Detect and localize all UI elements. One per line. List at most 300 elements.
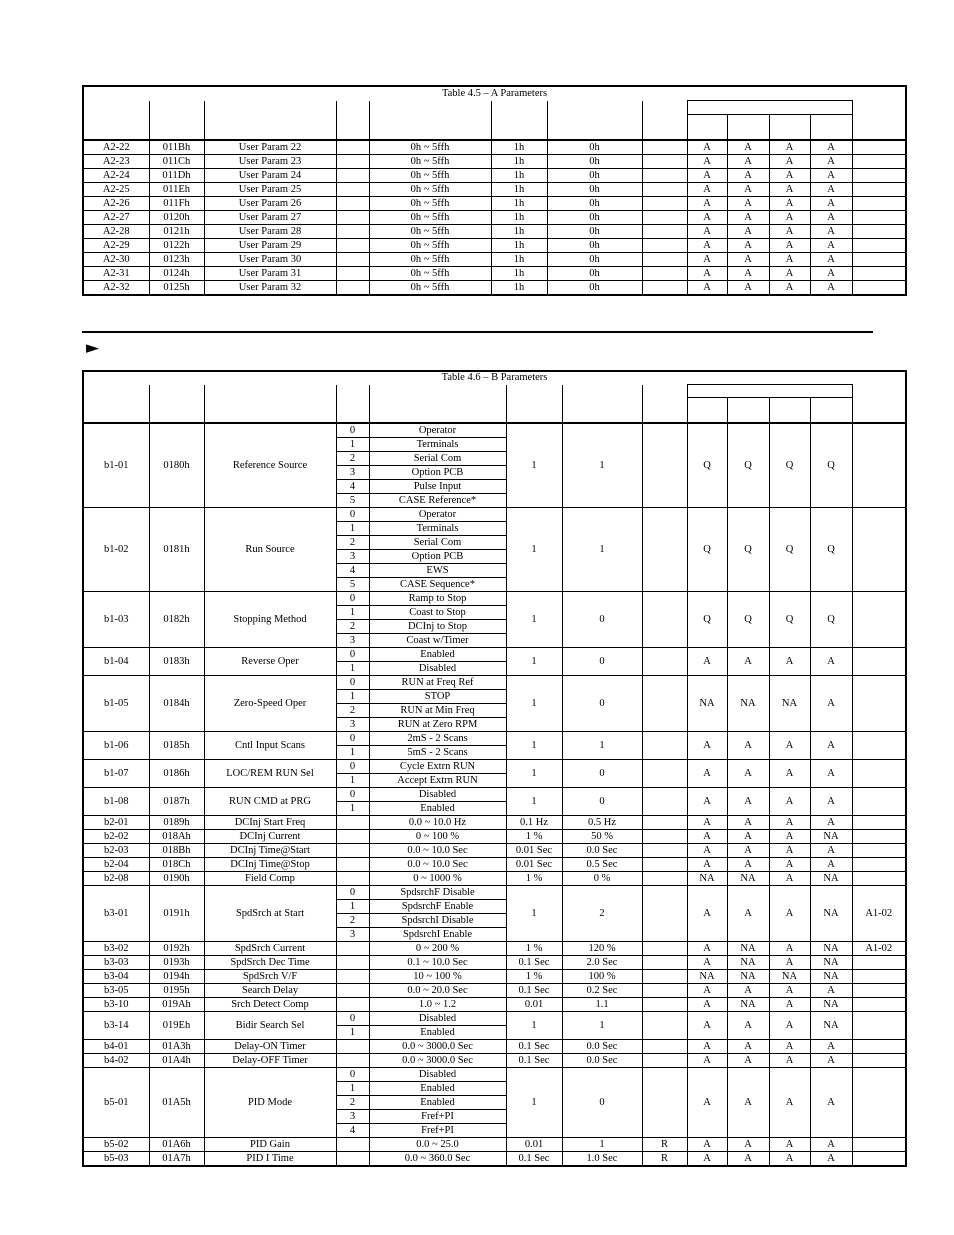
param-addr: 01A6h <box>149 1138 204 1152</box>
param-m2: NA <box>727 998 769 1012</box>
param-ref <box>852 1152 906 1167</box>
table-cell: A <box>769 211 810 225</box>
option-label: Enabled <box>369 1026 506 1040</box>
table-row <box>83 267 906 281</box>
param-m2: A <box>727 788 769 816</box>
table-cell: User Param 29 <box>204 239 336 253</box>
param-param: b1-02 <box>83 508 149 592</box>
option-code: 1 <box>336 522 369 536</box>
table-cell: 0h <box>547 267 642 281</box>
param-m4: A <box>810 1138 852 1152</box>
param-ref <box>852 592 906 648</box>
param-m1: A <box>687 1152 727 1167</box>
param-m1: A <box>687 1068 727 1138</box>
param-ch <box>642 1012 687 1040</box>
param-default: 0.2 Sec <box>562 984 642 998</box>
table-cell: 1h <box>491 183 547 197</box>
table-cell <box>642 239 687 253</box>
option-code: 0 <box>336 423 369 438</box>
option-code: 5 <box>336 578 369 592</box>
table-cell: A <box>687 239 727 253</box>
option-code <box>336 998 369 1012</box>
table-cell <box>852 281 906 296</box>
table-row <box>83 253 906 267</box>
param-m1: A <box>687 956 727 970</box>
table-cell: A2-23 <box>83 155 149 169</box>
param-m4: Q <box>810 508 852 592</box>
param-m3: A <box>769 830 810 844</box>
table-cell: A <box>727 197 769 211</box>
table-cell: A <box>810 267 852 281</box>
table-cell: 0h ~ 5ffh <box>369 183 491 197</box>
param-step: 0.1 Sec <box>506 984 562 998</box>
param-default: 0 <box>562 1068 642 1138</box>
param-step: 0.01 <box>506 1138 562 1152</box>
param-ch <box>642 788 687 816</box>
param-m1: A <box>687 858 727 872</box>
param-step: 0.1 Sec <box>506 1040 562 1054</box>
param-name: Cntl Input Scans <box>204 732 336 760</box>
option-code: 0 <box>336 648 369 662</box>
param-name: LOC/REM RUN Sel <box>204 760 336 788</box>
param-ref <box>852 970 906 984</box>
table-cell <box>852 140 906 155</box>
table-row <box>83 872 906 886</box>
param-ref <box>852 1068 906 1138</box>
option-label: CASE Sequence* <box>369 578 506 592</box>
table-row <box>83 225 906 239</box>
option-label: Serial Com <box>369 536 506 550</box>
table-cell <box>852 267 906 281</box>
table-cell: A2-22 <box>83 140 149 155</box>
table-cell: A <box>727 225 769 239</box>
table-row <box>83 1012 906 1026</box>
option-label: Pulse Input <box>369 480 506 494</box>
option-code: 0 <box>336 732 369 746</box>
param-addr: 018Bh <box>149 844 204 858</box>
option-code: 0 <box>336 592 369 606</box>
param-m3: A <box>769 844 810 858</box>
table-row <box>83 211 906 225</box>
table-cell: 0h <box>547 155 642 169</box>
param-addr: 01A3h <box>149 1040 204 1054</box>
param-m1: Q <box>687 592 727 648</box>
param-ch: R <box>642 1152 687 1167</box>
table-cell: 0h ~ 5ffh <box>369 267 491 281</box>
param-ch <box>642 816 687 830</box>
param-m3: A <box>769 760 810 788</box>
table-cell <box>336 281 369 296</box>
param-m3: A <box>769 1054 810 1068</box>
param-ref <box>852 984 906 998</box>
table-cell <box>642 225 687 239</box>
table-cell: A <box>810 169 852 183</box>
table-cell <box>642 267 687 281</box>
param-default: 1 <box>562 1138 642 1152</box>
table-cell <box>852 183 906 197</box>
param-addr: 0193h <box>149 956 204 970</box>
table-cell: A <box>687 211 727 225</box>
param-m3: A <box>769 998 810 1012</box>
param-param: b1-04 <box>83 648 149 676</box>
option-label: Option PCB <box>369 466 506 480</box>
param-param: b1-03 <box>83 592 149 648</box>
param-default: 0 <box>562 788 642 816</box>
param-step: 1 <box>506 1012 562 1040</box>
param-m3: A <box>769 788 810 816</box>
option-label: Fref+PI <box>369 1124 506 1138</box>
option-code <box>336 956 369 970</box>
table-cell: 0h <box>547 140 642 155</box>
option-label: Disabled <box>369 1012 506 1026</box>
option-label: Enabled <box>369 802 506 816</box>
option-code: 0 <box>336 676 369 690</box>
table-cell: A <box>687 169 727 183</box>
param-m1: A <box>687 648 727 676</box>
table-row <box>83 592 906 606</box>
option-code: 1 <box>336 606 369 620</box>
table-cell: 0h <box>547 239 642 253</box>
option-label: Terminals <box>369 522 506 536</box>
table-row <box>83 239 906 253</box>
table-cell: User Param 24 <box>204 169 336 183</box>
table-cell: A <box>727 140 769 155</box>
param-name: Run Source <box>204 508 336 592</box>
param-m2: NA <box>727 970 769 984</box>
param-range: 0.1 ~ 10.0 Sec <box>369 956 506 970</box>
table-cell: 1h <box>491 211 547 225</box>
param-step: 1 % <box>506 830 562 844</box>
table-cell: 0h ~ 5ffh <box>369 140 491 155</box>
param-name: Delay-ON Timer <box>204 1040 336 1054</box>
table-row <box>83 1054 906 1068</box>
table-cell: A <box>687 197 727 211</box>
param-param: b3-05 <box>83 984 149 998</box>
option-label: Disabled <box>369 1068 506 1082</box>
table-cell: 0120h <box>149 211 204 225</box>
param-default: 0 <box>562 648 642 676</box>
param-m3: A <box>769 1012 810 1040</box>
param-ref <box>852 423 906 508</box>
table-cell: User Param 28 <box>204 225 336 239</box>
param-ch <box>642 648 687 676</box>
param-ref <box>852 732 906 760</box>
param-addr: 0189h <box>149 816 204 830</box>
option-code <box>336 942 369 956</box>
param-ch <box>642 732 687 760</box>
param-param: b3-10 <box>83 998 149 1012</box>
param-default: 1 <box>562 508 642 592</box>
table-cell: A <box>810 225 852 239</box>
param-name: Stopping Method <box>204 592 336 648</box>
table-row <box>83 858 906 872</box>
param-ref <box>852 830 906 844</box>
param-m2: Q <box>727 508 769 592</box>
section-arrow-icon: ► <box>86 338 100 358</box>
table-b-parameters <box>82 370 907 1167</box>
param-m2: A <box>727 1040 769 1054</box>
option-label: 2mS - 2 Scans <box>369 732 506 746</box>
table-cell: 011Dh <box>149 169 204 183</box>
param-m1: A <box>687 984 727 998</box>
option-label: Accept Extrn RUN <box>369 774 506 788</box>
param-m4: NA <box>810 830 852 844</box>
param-addr: 01A5h <box>149 1068 204 1138</box>
param-m1: A <box>687 1054 727 1068</box>
option-code: 1 <box>336 1082 369 1096</box>
param-m4: A <box>810 648 852 676</box>
option-code <box>336 970 369 984</box>
table-cell: A <box>769 281 810 296</box>
param-name: DCInj Time@Stop <box>204 858 336 872</box>
table-cell: A <box>687 140 727 155</box>
param-ref <box>852 872 906 886</box>
table-cell: A <box>810 253 852 267</box>
option-label: STOP <box>369 690 506 704</box>
param-ref <box>852 508 906 592</box>
param-m2: A <box>727 1054 769 1068</box>
param-m3: A <box>769 1138 810 1152</box>
param-param: b5-01 <box>83 1068 149 1138</box>
param-ref <box>852 858 906 872</box>
param-param: b2-01 <box>83 816 149 830</box>
param-m2: A <box>727 1012 769 1040</box>
table-cell: A <box>727 183 769 197</box>
table-cell <box>642 140 687 155</box>
param-default: 0 <box>562 760 642 788</box>
table-cell <box>336 211 369 225</box>
table-cell: User Param 32 <box>204 281 336 296</box>
param-m3: A <box>769 1068 810 1138</box>
param-step: 0.1 Sec <box>506 1054 562 1068</box>
option-label: Disabled <box>369 788 506 802</box>
table-cell: A <box>687 281 727 296</box>
param-name: SpdSrch at Start <box>204 886 336 942</box>
param-ref: A1-02 <box>852 942 906 956</box>
param-m1: A <box>687 816 727 830</box>
table-cell <box>852 253 906 267</box>
table-cell: A <box>687 183 727 197</box>
param-m1: A <box>687 830 727 844</box>
option-label: Enabled <box>369 1096 506 1110</box>
option-code: 3 <box>336 718 369 732</box>
param-m3: A <box>769 872 810 886</box>
table-cell <box>642 197 687 211</box>
table-cell: User Param 25 <box>204 183 336 197</box>
param-step: 1 % <box>506 942 562 956</box>
param-ref <box>852 1054 906 1068</box>
param-m2: Q <box>727 423 769 508</box>
param-m3: NA <box>769 676 810 732</box>
param-name: Search Delay <box>204 984 336 998</box>
table-cell <box>336 253 369 267</box>
table-cell: 0121h <box>149 225 204 239</box>
param-step: 1 <box>506 1068 562 1138</box>
table-cell: A <box>727 211 769 225</box>
param-addr: 0187h <box>149 788 204 816</box>
param-ch <box>642 1040 687 1054</box>
param-default: 1.1 <box>562 998 642 1012</box>
table-cell: 1h <box>491 140 547 155</box>
option-code: 2 <box>336 536 369 550</box>
param-m1: A <box>687 1012 727 1040</box>
param-name: Reverse Oper <box>204 648 336 676</box>
table-a-parameters <box>82 85 907 296</box>
param-param: b2-08 <box>83 872 149 886</box>
option-code: 0 <box>336 788 369 802</box>
table-cell: A <box>769 197 810 211</box>
param-name: Field Comp <box>204 872 336 886</box>
table-cell <box>852 225 906 239</box>
param-addr: 019Eh <box>149 1012 204 1040</box>
param-name: DCInj Current <box>204 830 336 844</box>
option-label: RUN at Freq Ref <box>369 676 506 690</box>
option-code: 4 <box>336 564 369 578</box>
table-cell: 0h <box>547 253 642 267</box>
table-cell: A2-32 <box>83 281 149 296</box>
option-label: Option PCB <box>369 550 506 564</box>
param-m3: Q <box>769 592 810 648</box>
param-addr: 0195h <box>149 984 204 998</box>
option-label: SpdsrchF Disable <box>369 886 506 900</box>
table-cell <box>642 183 687 197</box>
option-code <box>336 1152 369 1167</box>
param-step: 0.1 Sec <box>506 1152 562 1167</box>
table-row <box>83 423 906 438</box>
param-m4: NA <box>810 970 852 984</box>
param-ref <box>852 1012 906 1040</box>
option-label: SpdsrchI Disable <box>369 914 506 928</box>
option-code: 3 <box>336 928 369 942</box>
param-m2: A <box>727 984 769 998</box>
param-m3: A <box>769 732 810 760</box>
option-code <box>336 872 369 886</box>
param-default: 120 % <box>562 942 642 956</box>
table-cell: A <box>810 155 852 169</box>
param-m1: NA <box>687 676 727 732</box>
table-cell <box>852 169 906 183</box>
table-cell: 0h <box>547 225 642 239</box>
param-m3: Q <box>769 423 810 508</box>
option-label: RUN at Zero RPM <box>369 718 506 732</box>
option-label: Serial Com <box>369 452 506 466</box>
table-b-caption: Table 4.6 – B Parameters <box>83 371 906 385</box>
param-ch <box>642 942 687 956</box>
table-cell: A <box>769 225 810 239</box>
table-cell <box>852 211 906 225</box>
param-m2: A <box>727 830 769 844</box>
param-ref <box>852 956 906 970</box>
param-addr: 01A4h <box>149 1054 204 1068</box>
param-addr: 018Ch <box>149 858 204 872</box>
table-row <box>83 844 906 858</box>
param-range: 0.0 ~ 20.0 Sec <box>369 984 506 998</box>
param-name: DCInj Start Freq <box>204 816 336 830</box>
table-cell: 0h <box>547 197 642 211</box>
param-m1: A <box>687 886 727 942</box>
table-cell: A2-27 <box>83 211 149 225</box>
param-m2: A <box>727 816 769 830</box>
param-m4: A <box>810 732 852 760</box>
param-m1: NA <box>687 872 727 886</box>
table-cell: 0125h <box>149 281 204 296</box>
option-code: 1 <box>336 1026 369 1040</box>
table-cell: 0h <box>547 281 642 296</box>
param-default: 0.5 Sec <box>562 858 642 872</box>
param-default: 0.0 Sec <box>562 1054 642 1068</box>
param-m3: A <box>769 942 810 956</box>
param-ch <box>642 830 687 844</box>
param-default: 0.5 Hz <box>562 816 642 830</box>
table-cell: A <box>727 239 769 253</box>
param-m1: A <box>687 788 727 816</box>
option-code: 0 <box>336 1012 369 1026</box>
param-ref <box>852 676 906 732</box>
option-code <box>336 858 369 872</box>
param-m4: Q <box>810 423 852 508</box>
param-m2: NA <box>727 956 769 970</box>
option-code <box>336 1138 369 1152</box>
param-name: DCInj Time@Start <box>204 844 336 858</box>
param-step: 1 <box>506 886 562 942</box>
param-ch <box>642 844 687 858</box>
table-cell: A2-24 <box>83 169 149 183</box>
param-default: 1.0 Sec <box>562 1152 642 1167</box>
param-m4: NA <box>810 998 852 1012</box>
table-cell: 1h <box>491 155 547 169</box>
option-label: Terminals <box>369 438 506 452</box>
table-cell: 1h <box>491 197 547 211</box>
option-code: 2 <box>336 1096 369 1110</box>
option-code: 1 <box>336 900 369 914</box>
table-cell: 1h <box>491 239 547 253</box>
param-ch <box>642 676 687 732</box>
option-code: 4 <box>336 1124 369 1138</box>
table-cell: A <box>769 183 810 197</box>
table-cell: A <box>810 183 852 197</box>
table-cell: 0123h <box>149 253 204 267</box>
option-label: SpdsrchI Enable <box>369 928 506 942</box>
table-cell <box>852 239 906 253</box>
param-default: 0.0 Sec <box>562 844 642 858</box>
option-label: RUN at Min Freq <box>369 704 506 718</box>
table-cell: 1h <box>491 267 547 281</box>
param-range: 10 ~ 100 % <box>369 970 506 984</box>
param-name: Reference Source <box>204 423 336 508</box>
param-m3: A <box>769 984 810 998</box>
table-cell: 0h <box>547 169 642 183</box>
table-cell: 1h <box>491 253 547 267</box>
option-code: 1 <box>336 802 369 816</box>
param-name: Srch Detect Comp <box>204 998 336 1012</box>
table-cell: A <box>687 225 727 239</box>
param-step: 0.01 Sec <box>506 844 562 858</box>
table-row <box>83 970 906 984</box>
table-row <box>83 816 906 830</box>
param-m3: A <box>769 816 810 830</box>
param-m1: NA <box>687 970 727 984</box>
param-m2: A <box>727 760 769 788</box>
table-cell: 0h <box>547 183 642 197</box>
param-addr: 01A7h <box>149 1152 204 1167</box>
option-code: 5 <box>336 494 369 508</box>
table-cell: 1h <box>491 225 547 239</box>
param-default: 1 <box>562 1012 642 1040</box>
param-default: 100 % <box>562 970 642 984</box>
table-cell: 0h ~ 5ffh <box>369 253 491 267</box>
param-range: 1.0 ~ 1.2 <box>369 998 506 1012</box>
param-default: 0.0 Sec <box>562 1040 642 1054</box>
